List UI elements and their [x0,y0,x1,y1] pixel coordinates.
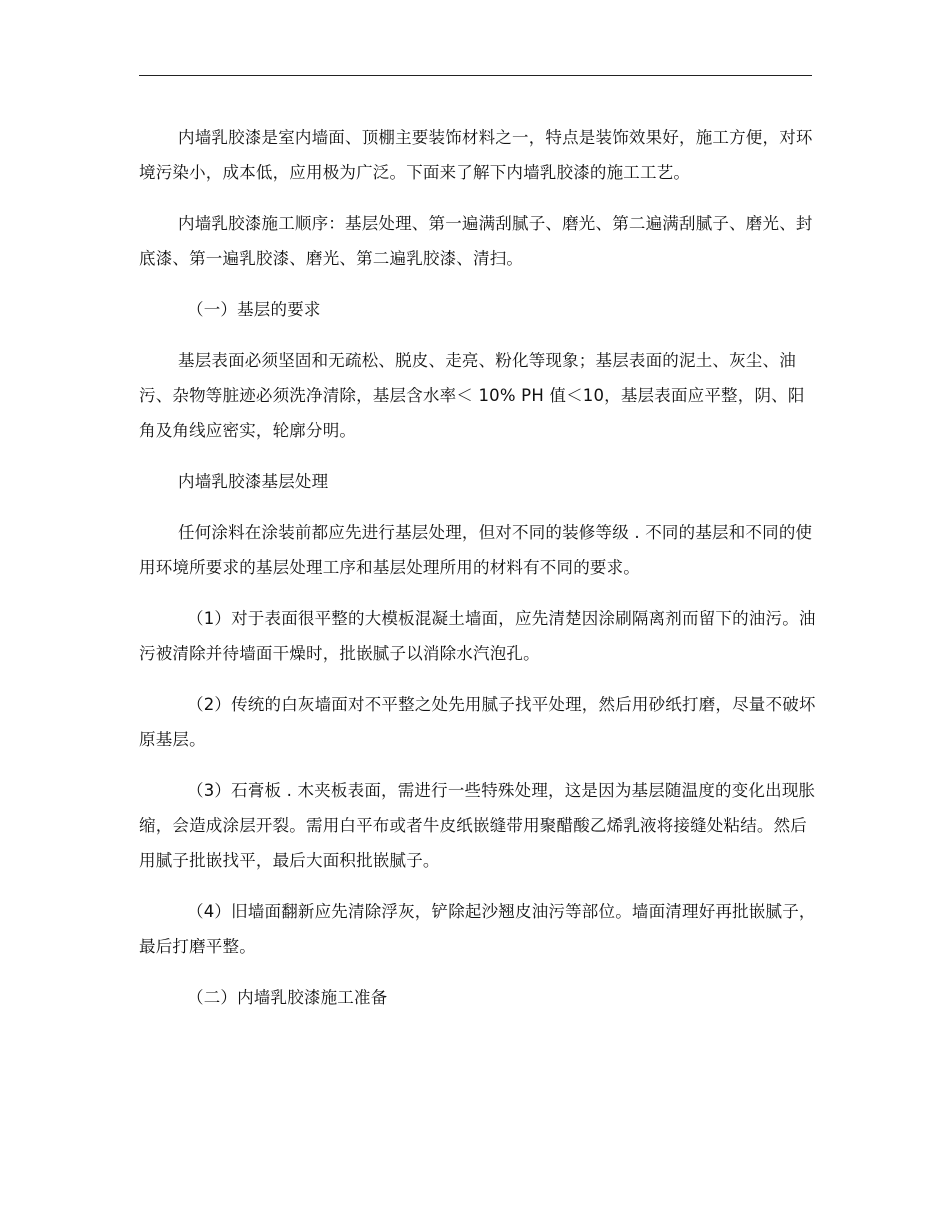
header-rule [139,75,812,76]
list-item-1: （1）对于表面很平整的大模板混凝土墙面，应先清楚因涂刷隔离剂而留下的油污。油污被清除并待墙面干燥时，批嵌腻子以消除水汽泡孔。 [139,609,816,663]
section-heading-base-requirements: （一）基层的要求 [187,300,321,319]
list-item-4: （4）旧墙面翻新应先清除浮灰，铲除起沙翘皮油污等部位。墙面清理好再批嵌腻子，最后打磨平整。 [139,902,816,956]
paragraph-construction-sequence: 内墙乳胶漆施工顺序：基层处理、第一遍满刮腻子、磨光、第二遍满刮腻子、磨光、封底漆、第一遍乳胶漆、磨光、第二遍乳胶漆、清扫。 [139,214,813,268]
paragraph-base-requirements: 基层表面必须坚固和无疏松、脱皮、走亮、粉化等现象；基层表面的泥土、灰尘、油污、杂物等脏迹必须洗净清除，基层含水率＜ 10% PH 值＜10，基层表面应平整，阴、阳角及角线应密实，轮廓分明。 [139,351,805,440]
paragraph-base-treatment-intro: 任何涂料在涂装前都应先进行基层处理，但对不同的装修等级 . 不同的基层和不同的使用环境所要求的基层处理工序和基层处理所用的材料有不同的要求。 [139,523,813,577]
list-item-2: （2）传统的白灰墙面对不平整之处先用腻子找平处理，然后用砂纸打磨，尽量不破坏原基层。 [139,695,816,749]
paragraph-intro: 内墙乳胶漆是室内墙面、顶棚主要装饰材料之一，特点是装饰效果好，施工方便，对环境污染小，成本低，应用极为广泛。下面来了解下内墙乳胶漆的施工工艺。 [139,128,813,182]
section-heading-preparation: （二）内墙乳胶漆施工准备 [187,988,388,1007]
document-body [139,120,819,1031]
list-item-3: （3）石膏板 . 木夹板表面，需进行一些特殊处理，这是因为基层随温度的变化出现胀缩，会造成涂层开裂。需用白平布或者牛皮纸嵌缝带用聚醋酸乙烯乳液将接缝处粘结。然后用腻子批嵌找平，最后大面积批嵌腻子。 [139,781,816,870]
section-heading-base-treatment: 内墙乳胶漆基层处理 [178,472,329,491]
